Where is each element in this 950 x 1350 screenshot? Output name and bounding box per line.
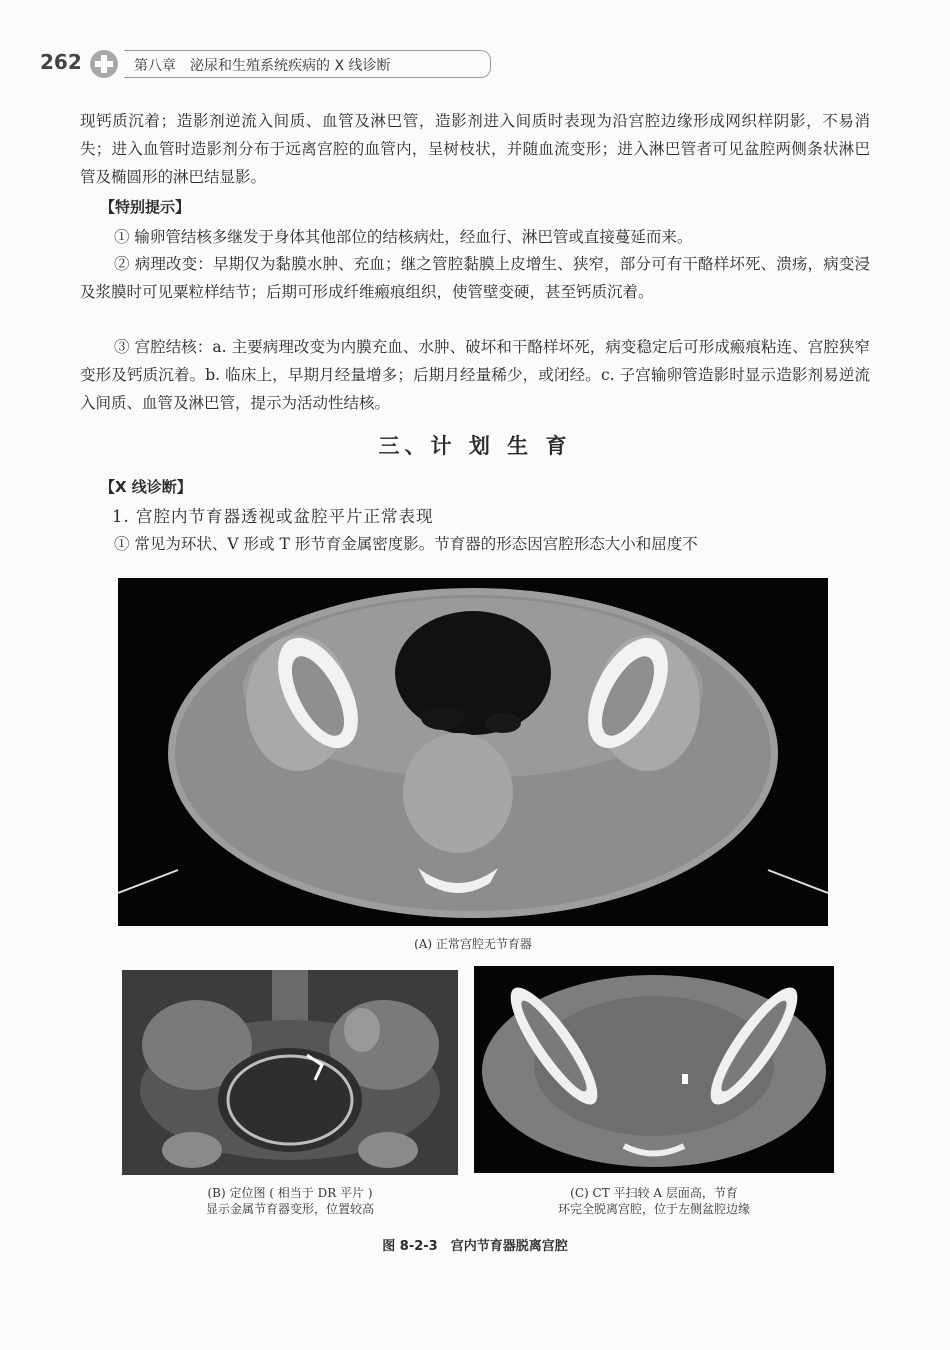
tip-1: ① 输卵管结核多继发于身体其他部位的结核病灶，经血行、淋巴管或直接蔓延而来。 <box>114 228 693 246</box>
figure-c-ct-image <box>474 966 834 1173</box>
figure-a-caption: (A) 正常宫腔无节育器 <box>414 937 532 951</box>
tip-2: ② 病理改变：早期仅为黏膜水肿、充血；继之管腔黏膜上皮增生、狭窄，部分可有干酪样坏死、溃疡，病变浸及浆膜时可见粟粒样结节；后期可形成纤维瘢痕组织，使管壁变硬，甚至钙质沉着。 <box>80 255 870 301</box>
figure-c-caption-line1: (C) CT 平扫较 A 层面高，节育 <box>570 1186 738 1200</box>
figure-title: 图 8-2-3 宫内节育器脱离宫腔 <box>382 1239 568 1254</box>
section-title: 三、计 划 生 育 <box>378 434 572 458</box>
figure-b-radiograph <box>122 970 458 1175</box>
figure-b-caption-line2: 显示金属节育器变形，位置较高 <box>205 1202 374 1216</box>
figure-c-caption-line2: 环完全脱离宫腔，位于左侧盆腔边缘 <box>557 1202 750 1216</box>
chapter-title: 第八章 泌尿和生殖系统疾病的 X 线诊断 <box>134 58 391 74</box>
tip-3: ③ 宫腔结核：a. 主要病理改变为内膜充血、水肿、破坏和干酪样坏死，病变稳定后可形成瘢痕粘连、宫腔狭窄变形及钙质沉着。b. 临床上，早期月经量增多；后期月经量稀少，或闭经。c. 子宫输卵管造影时显示造影剂易逆流入间质、血管及淋巴管，提示为活动性结核。 <box>80 338 870 412</box>
paragraph-iud-shape: ① 常见为环状、V 形或 T 形节育金属密度影。节育器的形态因宫腔形态大小和屈度不 <box>114 535 698 553</box>
figure-a-ct-image <box>118 578 828 926</box>
xray-diagnosis-heading: 【X 线诊断】 <box>100 478 192 496</box>
subsection-title: 1. 宫腔内节育器透视或盆腔平片正常表现 <box>112 507 434 526</box>
paragraph-contrast-reflux: 现钙质沉着；造影剂逆流入间质、血管及淋巴管，造影剂进入间质时表现为沿宫腔边缘形成网织样阴影，不易消失；进入血管时造影剂分布于远离宫腔的血管内，呈树枝状，并随血流变形；进入淋巴管者可见盆腔两侧条状淋巴管及椭圆形的淋巴结显影。 <box>80 112 870 186</box>
chapter-banner <box>124 50 491 78</box>
page-header <box>40 48 470 82</box>
page-number: 262 <box>40 50 82 74</box>
medical-cross-icon <box>90 50 118 78</box>
special-tip-heading: 【特别提示】 <box>100 198 191 216</box>
figure-b-caption-line1: (B) 定位图 ( 相当于 DR 平片 ) <box>207 1186 373 1200</box>
